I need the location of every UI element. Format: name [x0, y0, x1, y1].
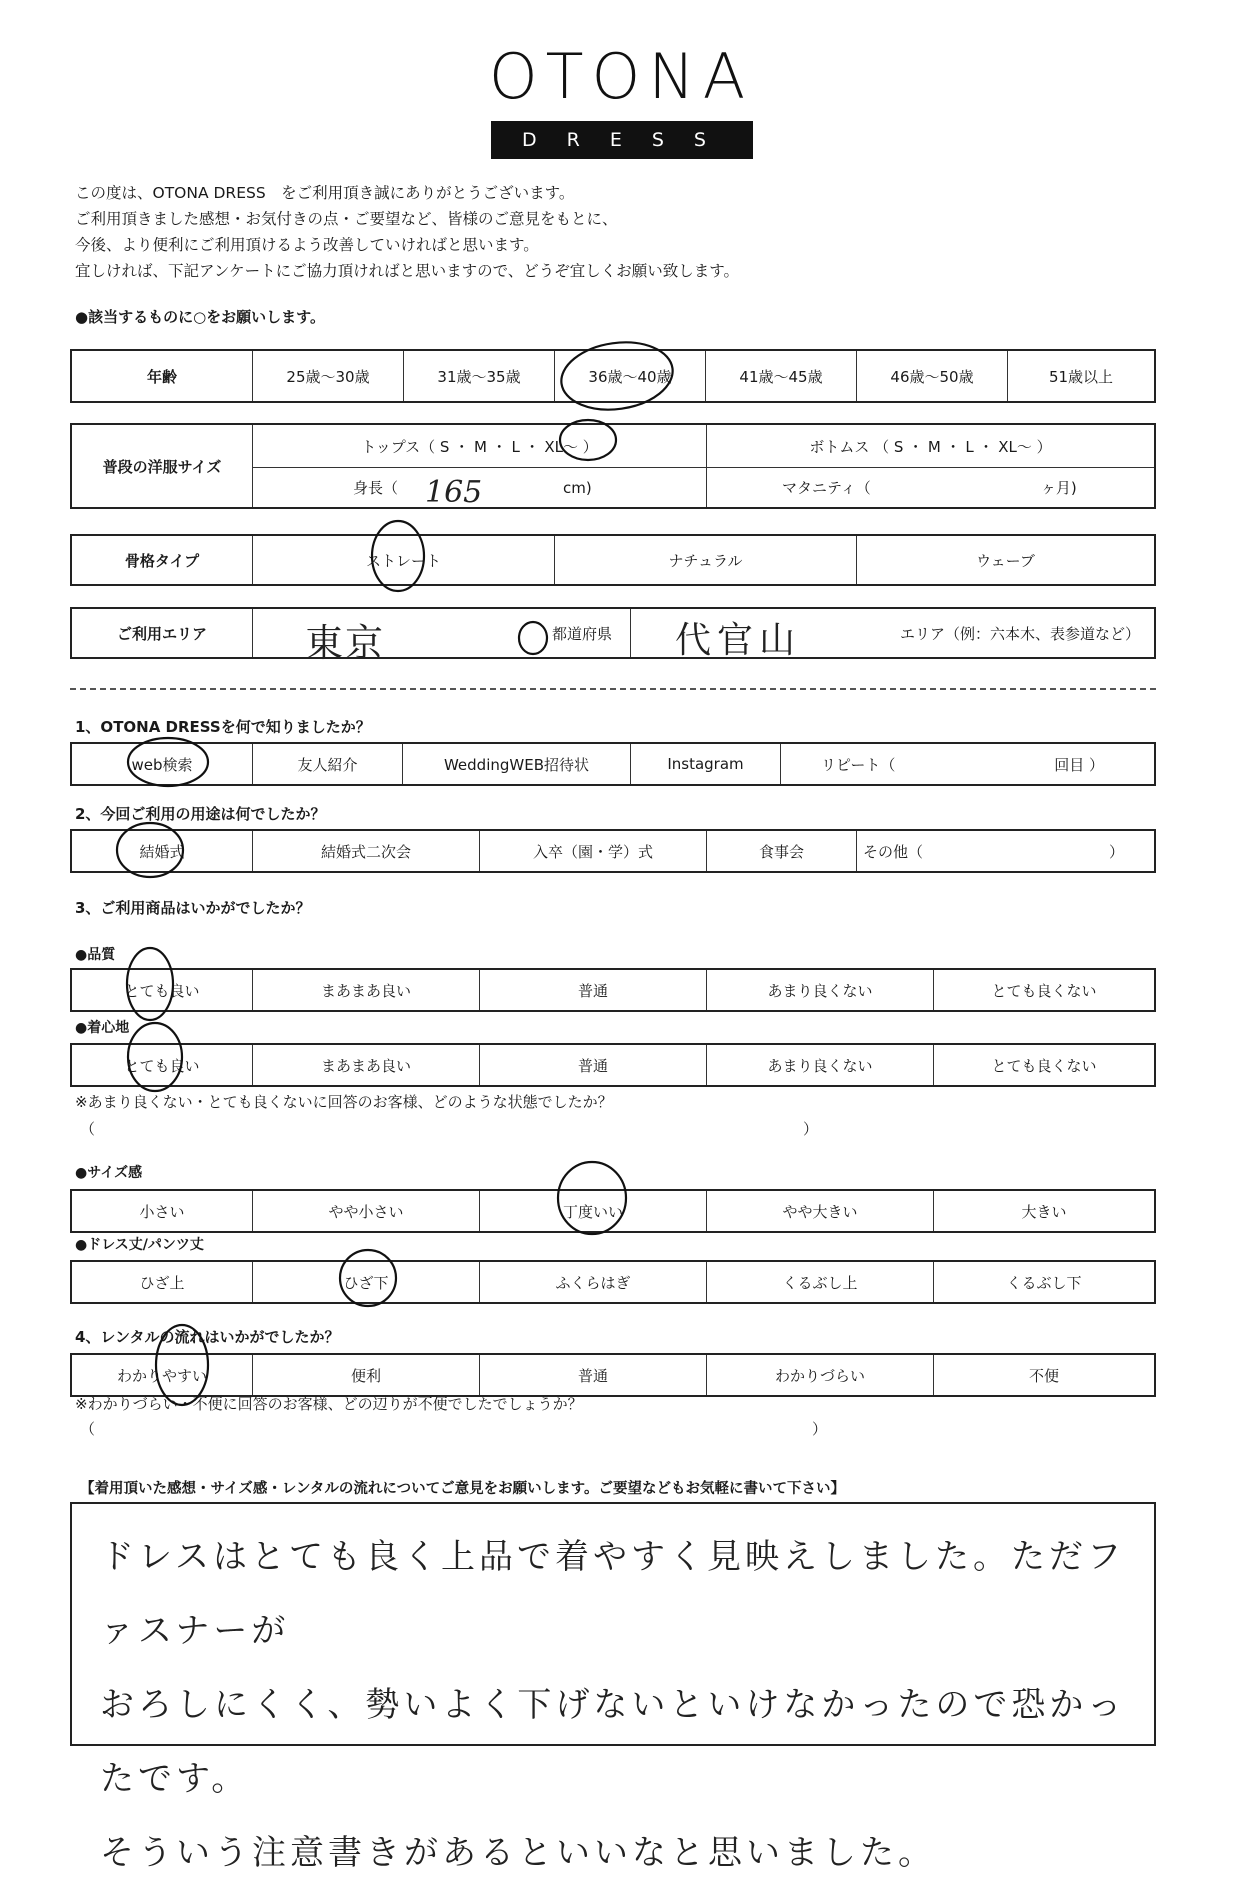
q2-title: 2、今回ご利用の用途は何でしたか？	[75, 805, 326, 823]
length-option[interactable]: ふくらはぎ	[479, 1262, 706, 1302]
intro-line: 宜しければ、下記アンケートにご協力頂ければと思いますので、どうぞ宜しくお願い致します。	[75, 262, 740, 280]
age-option[interactable]: 51歳以上	[1007, 351, 1154, 401]
q3-paren-close: ）	[803, 1120, 819, 1138]
age-option-selected[interactable]: 36歳～40歳	[554, 351, 705, 401]
height-handwritten: 165	[425, 475, 483, 510]
q1-option-selected[interactable]: web検索	[131, 755, 193, 774]
intro-line: ご利用頂きました感想・お気付きの点・ご要望など、皆様のご意見をもとに、	[75, 210, 618, 228]
q4-paren-close: ）	[812, 1420, 828, 1438]
area-label: ご利用エリア	[116, 624, 207, 643]
repeat-count-label: 回目 ）	[1054, 755, 1104, 774]
circle-q1	[128, 738, 208, 786]
q1-option[interactable]: WeddingWEB招待状	[402, 744, 630, 784]
maternity-unit: ヶ月)	[1040, 479, 1077, 497]
q3-paren-open[interactable]: （	[80, 1120, 96, 1138]
body-type-label: 骨格タイプ	[124, 551, 200, 570]
quality-option[interactable]: あまり良くない	[706, 970, 933, 1010]
circle-q4	[156, 1325, 208, 1405]
circle-prefecture	[519, 622, 547, 654]
section-heading: ●該当するものに○をお願いします。	[75, 308, 325, 326]
comfort-label: ●着心地	[75, 1020, 130, 1036]
logo-dress: DRESS	[491, 121, 753, 159]
comment-line: そういう注意書きがあるといいなと思いました。	[100, 1833, 936, 1873]
q4-option[interactable]: 普通	[479, 1355, 706, 1395]
comfort-option[interactable]: あまり良くない	[706, 1045, 933, 1085]
circle-body-type	[372, 521, 424, 591]
comfort-option-selected[interactable]: とても良い	[124, 1056, 200, 1075]
length-option[interactable]: ひざ上	[139, 1273, 185, 1292]
q4-note: ※わかりづらい・不便に回答のお客様、どの辺りが不便でしたでしょうか？	[75, 1395, 583, 1413]
q4-option[interactable]: 便利	[252, 1355, 479, 1395]
q1-option[interactable]: 友人紹介	[252, 744, 402, 784]
quality-option[interactable]: とても良くない	[933, 970, 1154, 1010]
body-type-option[interactable]: ナチュラル	[554, 536, 856, 584]
circle-length	[340, 1250, 396, 1306]
circle-quality	[127, 948, 173, 1020]
intro-line: この度は、OTONA DRESS をご利用頂き誠にありがとうございます。	[75, 184, 575, 202]
length-option[interactable]: くるぶし下	[933, 1262, 1154, 1302]
age-label: 年齢	[146, 367, 177, 386]
circle-q2	[117, 823, 183, 877]
quality-option-selected[interactable]: とても良い	[124, 981, 200, 1000]
comfort-option[interactable]: とても良くない	[933, 1045, 1154, 1085]
q2-option[interactable]: 入卒（園・学）式	[479, 831, 706, 871]
q4-paren-open[interactable]: （	[80, 1420, 96, 1438]
fit-label: ●サイズ感	[75, 1165, 143, 1181]
age-option[interactable]: 46歳～50歳	[856, 351, 1007, 401]
fit-option[interactable]: やや小さい	[252, 1191, 479, 1231]
age-option[interactable]: 41歳～45歳	[705, 351, 856, 401]
tops-size[interactable]: トップス（ S ・ M ・ L ・ XL～ ）	[361, 437, 598, 456]
q4-option[interactable]: 不便	[933, 1355, 1154, 1395]
circle-age	[557, 336, 677, 417]
fit-option[interactable]: 大きい	[933, 1191, 1154, 1231]
circle-fit	[558, 1162, 626, 1234]
q1-option[interactable]: Instagram	[630, 744, 780, 784]
circle-comfort	[128, 1023, 182, 1091]
circle-tops-xl	[560, 420, 616, 460]
other-close: ）	[1108, 842, 1124, 861]
comfort-option[interactable]: まあまあ良い	[252, 1045, 479, 1085]
quality-option[interactable]: まあまあ良い	[252, 970, 479, 1010]
q2-option-selected[interactable]: 結婚式	[139, 842, 185, 861]
length-option[interactable]: くるぶし上	[706, 1262, 933, 1302]
q3-note: ※あまり良くない・とても良くないに回答のお客様、どのような状態でしたか？	[75, 1093, 613, 1111]
height-unit: cm)	[563, 478, 592, 497]
body-type-option[interactable]: ウェーブ	[856, 536, 1154, 584]
age-option[interactable]: 31歳～35歳	[403, 351, 554, 401]
comfort-option[interactable]: 普通	[479, 1045, 706, 1085]
comments-title: 【着用頂いた感想・サイズ感・レンタルの流れについてご意見をお願いします。ご要望などもお気軽に書いて下さい】	[80, 1481, 845, 1497]
other-label: その他（	[863, 842, 924, 861]
area-handwritten: 代官山	[675, 620, 802, 661]
prefecture-handwritten: 東京	[305, 621, 386, 665]
age-option[interactable]: 25歳～30歳	[252, 351, 403, 401]
prefecture-label: 都道府県	[551, 624, 612, 643]
repeat-label: リピート（	[821, 755, 896, 774]
q4-option-selected[interactable]: わかりやすい	[116, 1366, 207, 1385]
q4-option[interactable]: わかりづらい	[706, 1355, 933, 1395]
fit-option[interactable]: やや大きい	[706, 1191, 933, 1231]
body-type-option-selected[interactable]: ストレート	[252, 536, 554, 584]
q2-option[interactable]: 食事会	[706, 831, 856, 871]
fit-option[interactable]: 小さい	[139, 1202, 185, 1221]
comment-line: ドレスはとても良く上品で着やすく見映えしました。ただファスナーが	[100, 1537, 1125, 1651]
logo-otona: OTONA	[488, 40, 754, 113]
size-label: 普段の洋服サイズ	[102, 457, 222, 476]
quality-option[interactable]: 普通	[479, 970, 706, 1010]
bottoms-size[interactable]: ボトムス （ S ・ M ・ L ・ XL～ ）	[706, 425, 1154, 467]
intro-line: 今後、より便利にご利用頂けるよう改善していければと思います。	[75, 236, 539, 254]
q4-title: 4、レンタルの流れはいかがでしたか？	[75, 1328, 340, 1346]
q3-title: 3、ご利用商品はいかがでしたか？	[75, 899, 311, 917]
length-label: ●ドレス丈/パンツ丈	[75, 1237, 204, 1253]
quality-label: ●品質	[75, 947, 116, 963]
q1-title: 1、OTONA DRESSを何で知りましたか？	[75, 718, 371, 736]
comment-line: おろしにくく、勢いよく下げないといけなかったので恐かったです。	[100, 1685, 1126, 1799]
maternity-label: マタニティ（	[782, 479, 871, 497]
area-example-label: エリア（例：六本木、表参道など）	[899, 624, 1140, 643]
q2-option[interactable]: 結婚式二次会	[252, 831, 479, 871]
height-label: 身長（	[353, 479, 399, 497]
length-option-selected[interactable]: ひざ下	[252, 1262, 479, 1302]
fit-option-selected[interactable]: 丁度いい	[479, 1191, 706, 1231]
